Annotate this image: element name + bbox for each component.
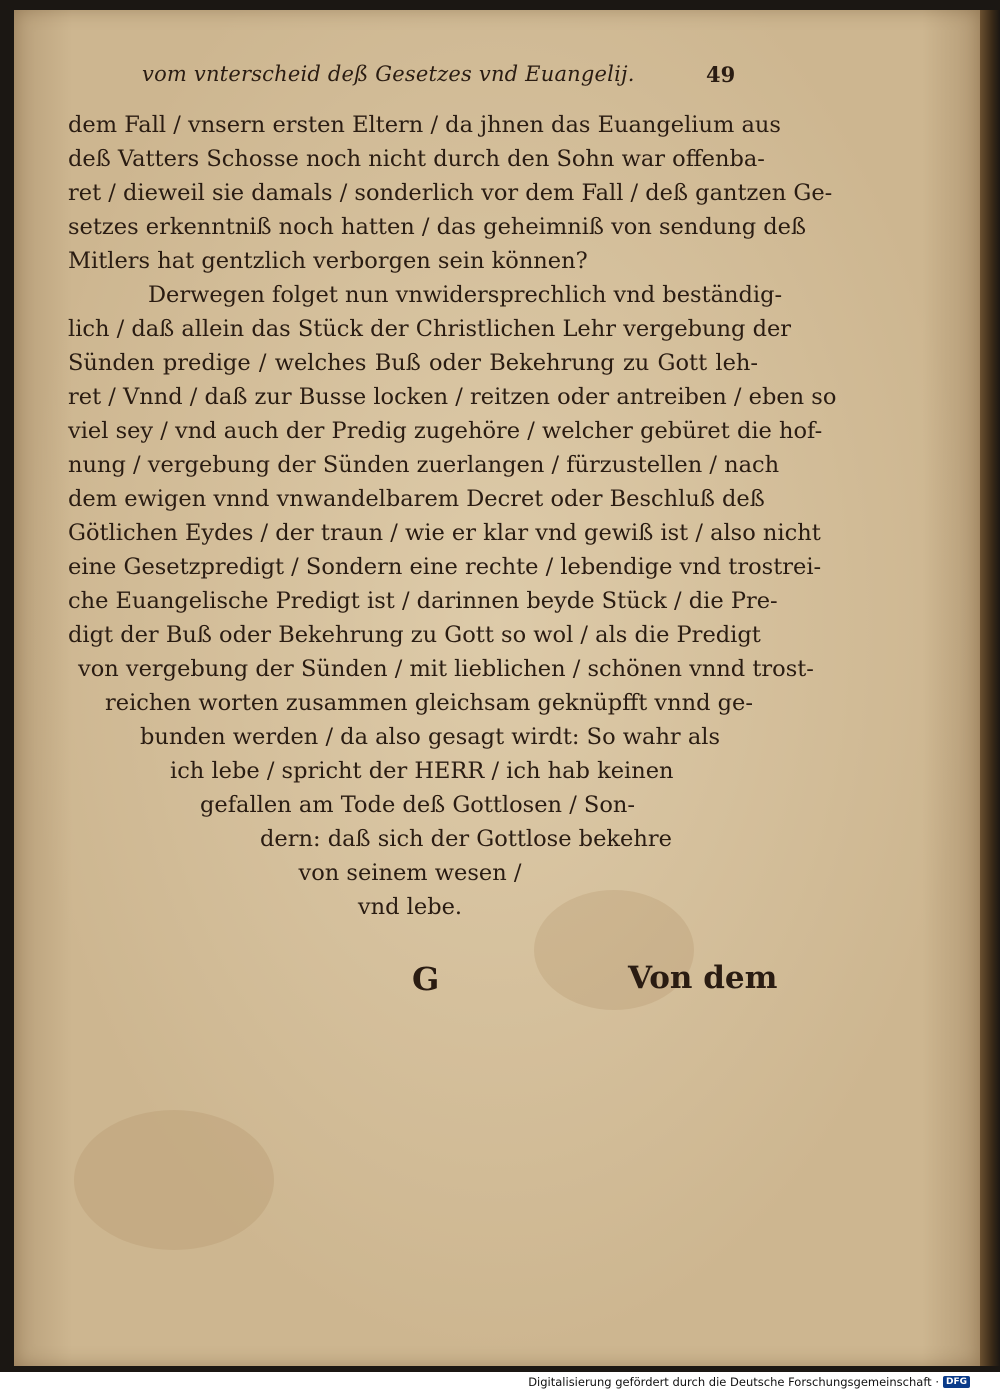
text-line: ich lebe / spricht der HERR / ich hab keinen [170,758,674,784]
text-line: eine Gesetzpredigt / Sondern eine rechte / lebendige vnd trostrei- [68,554,822,580]
text-line: Götlichen Eydes / der traun / wie er klar vnd gewiß ist / also nicht [68,520,821,546]
signature-mark: G [412,960,440,998]
text-line: Mitlers hat gentzlich verborgen sein können? [68,248,588,274]
text-line: dern: daß sich der Gottlose bekehre [260,826,672,852]
text-line: che Euangelische Predigt ist / darinnen beyde Stück / die Pre- [68,588,778,614]
text-line: von seinem wesen / [298,860,522,886]
dfg-logo-icon: DFG [943,1376,970,1388]
text-line: Derwegen folget nun vnwidersprechlich vnd beständig- [148,282,783,308]
page-number: 49 [706,62,736,87]
text-line: reichen worten zusammen gleichsam geknüpfft vnnd ge- [105,690,753,716]
digitization-credit [528,1375,970,1389]
text-line: ret / dieweil sie damals / sonderlich vor dem Fall / deß gantzen Ge- [68,180,833,206]
paper-stain [74,1110,274,1250]
text-line: Sünden predige / welches Buß oder Bekehrung zu Gott leh- [68,350,758,376]
running-title: vom vnterscheid deß Gesetzes vnd Euangelij. [142,62,635,86]
text-line: bunden werden / da also gesagt wirdt: So wahr als [140,724,721,750]
text-line: dem ewigen vnnd vnwandelbarem Decret oder Beschluß deß [68,486,765,512]
text-line: von vergebung der Sünden / mit lieblichen / schönen vnnd trost- [78,656,814,682]
text-line: lich / daß allein das Stück der Christlichen Lehr vergebung der [68,316,792,342]
catchword: Von dem [628,960,778,996]
credit-text: Digitalisierung gefördert durch die Deutsche Forschungsgemeinschaft · [528,1375,939,1389]
text-line: nung / vergebung der Sünden zuerlangen / fürzustellen / nach [68,452,780,478]
text-line: digt der Buß oder Bekehrung zu Gott so wol / als die Predigt [68,622,761,648]
text-line: viel sey / vnd auch der Predig zugehöre / welcher gebüret die hof- [68,418,823,444]
text-line: ret / Vnnd / daß zur Busse locken / reitzen oder antreiben / eben so [68,384,837,410]
text-line: deß Vatters Schosse noch nicht durch den Sohn war offenba- [68,146,765,172]
text-line: vnd lebe. [357,894,463,920]
text-line: setzes erkenntniß noch hatten / das geheimniß von sendung deß [68,214,807,240]
text-line: dem Fall / vnsern ersten Eltern / da jhnen das Euangelium aus [68,112,781,138]
page-edge-shadow [980,10,1000,1366]
text-line: gefallen am Tode deß Gottlosen / Son- [200,792,635,818]
